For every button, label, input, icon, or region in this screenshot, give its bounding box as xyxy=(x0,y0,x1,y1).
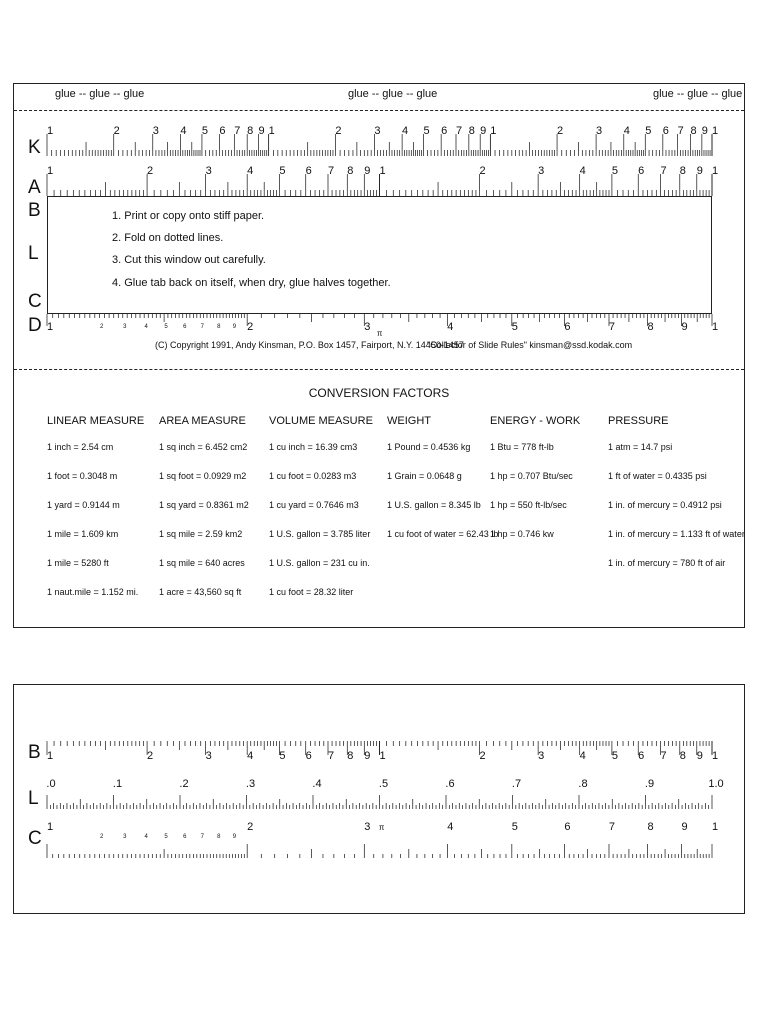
instruction-step-1: 1. Print or copy onto stiff paper. xyxy=(112,210,265,222)
tick-label: 1 xyxy=(490,125,497,137)
tick-label-small: 4 xyxy=(144,324,148,330)
tick-label: 3 xyxy=(538,165,545,177)
tick-label: 4 xyxy=(579,165,586,177)
tick-label: 7 xyxy=(608,821,616,833)
tick-label: 6 xyxy=(662,125,669,137)
tick-label: 2 xyxy=(147,750,154,762)
tick-label-small: 4 xyxy=(144,834,148,840)
tick-label: 4 xyxy=(402,125,409,137)
tick-label: 2 xyxy=(479,165,486,177)
tick-label: .3 xyxy=(245,778,256,790)
tick-label: 3 xyxy=(205,165,212,177)
tick-label: 1 xyxy=(46,321,54,333)
conversion-factors-title: CONVERSION FACTORS xyxy=(308,386,450,400)
scale-letter-c: C xyxy=(28,291,42,312)
tick-label: 7 xyxy=(327,750,335,762)
tick-label: 1 xyxy=(711,821,719,833)
tick-label: 2 xyxy=(335,125,342,137)
fold-line-bottom xyxy=(14,369,744,370)
d-scale xyxy=(46,314,719,338)
conversion-row: 1 yard = 0.9144 m xyxy=(47,500,120,510)
tick-label: 1 xyxy=(46,750,54,762)
tick-label: 6 xyxy=(305,165,312,177)
scale-letter-d: D xyxy=(28,315,42,336)
tick-label: 9 xyxy=(681,821,688,833)
scale-letter-c: C xyxy=(28,828,42,849)
tick-label-small: 8 xyxy=(217,324,221,330)
pi-mark: π xyxy=(376,329,383,338)
conversion-row: 1 cu yard = 0.7646 m3 xyxy=(269,500,359,510)
conversion-row: 1 cu foot = 28.32 liter xyxy=(269,587,354,597)
tick-label: 1 xyxy=(711,125,719,137)
tick-label: 3 xyxy=(364,321,371,333)
tick-label: .6 xyxy=(445,778,455,790)
tick-label: 5 xyxy=(611,750,618,762)
conversion-row: 1 inch = 2.54 cm xyxy=(47,442,114,452)
tick-label: 1 xyxy=(379,165,386,177)
tick-label: 8 xyxy=(347,750,354,762)
tick-label: 1 xyxy=(379,750,386,762)
tick-label: 7 xyxy=(327,165,335,177)
tick-label: 9 xyxy=(364,165,371,177)
tick-label: 8 xyxy=(679,165,686,177)
tick-label: 2 xyxy=(479,750,486,762)
tick-label-small: 9 xyxy=(232,834,237,840)
tick-label: .2 xyxy=(179,778,189,790)
conversion-row: 1 hp = 550 ft-lb/sec xyxy=(490,500,567,510)
tick-label: 5 xyxy=(611,165,618,177)
conversion-row: 1 sq inch = 6.452 cm2 xyxy=(159,442,248,452)
tick-label: 5 xyxy=(511,821,518,833)
conversion-row: 1 in. of mercury = 0.4912 psi xyxy=(608,500,722,510)
tick-label: 6 xyxy=(219,125,226,137)
tick-label: 7 xyxy=(660,165,667,177)
tick-label: 2 xyxy=(247,321,254,333)
tick-label: 7 xyxy=(234,125,241,137)
tick-label: 5 xyxy=(645,125,652,137)
tick-label: .4 xyxy=(312,778,322,790)
tick-label: 1 xyxy=(46,165,54,177)
conversion-row: 1 sq mile = 640 acres xyxy=(159,558,245,568)
tick-label: 1.0 xyxy=(708,778,724,790)
tick-label: 4 xyxy=(579,750,586,762)
collector-text: "Collector of Slide Rules" kinsman@ssd.kodak.com xyxy=(427,340,633,350)
tick-label: 5 xyxy=(279,165,286,177)
conversion-row: 1 mile = 1.609 km xyxy=(47,529,119,539)
column-header: VOLUME MEASURE xyxy=(269,415,373,427)
conversion-row: 1 U.S. gallon = 8.345 lb xyxy=(387,500,481,510)
conversion-row: 1 cu foot = 0.0283 m3 xyxy=(269,471,357,481)
tick-label: 6 xyxy=(564,321,571,333)
tick-label-small: 2 xyxy=(99,834,104,840)
conversion-row: 1 atm = 14.7 psi xyxy=(608,442,673,452)
tick-label: 9 xyxy=(364,750,371,762)
tick-label: 3 xyxy=(538,750,545,762)
c-scale xyxy=(46,818,719,858)
fold-line-top xyxy=(14,110,744,111)
tick-label: 1 xyxy=(268,125,275,137)
tick-label-small: 7 xyxy=(200,834,204,840)
tick-label: .5 xyxy=(378,778,389,790)
scale-letter-k: K xyxy=(28,137,41,158)
conversion-row: 1 cu inch = 16.39 cm3 xyxy=(269,442,358,452)
tick-label: .1 xyxy=(112,778,123,790)
conversion-row: 1 in. of mercury = 780 ft of air xyxy=(608,558,726,568)
cutout-window xyxy=(47,196,712,314)
conversion-row: 1 Pound = 0.4536 kg xyxy=(387,442,471,452)
tick-label: 1 xyxy=(711,321,719,333)
tick-label-small: 7 xyxy=(200,324,204,330)
tick-label: .7 xyxy=(511,778,522,790)
conversion-row: 1 Grain = 0.0648 g xyxy=(387,471,462,481)
tick-label-small: 3 xyxy=(123,324,127,330)
tick-label: 8 xyxy=(468,125,475,137)
tick-label: 9 xyxy=(480,125,487,137)
copyright-text: (C) Copyright 1991, Andy Kinsman, P.O. Box 1457, Fairport, N.Y. 14450-1457 xyxy=(155,340,464,350)
tick-label-small: 5 xyxy=(164,324,168,330)
tick-label: 9 xyxy=(696,165,703,177)
conversion-row: 1 U.S. gallon = 3.785 liter xyxy=(269,529,371,539)
tick-label: 8 xyxy=(647,321,654,333)
conversion-row: 1 U.S. gallon = 231 cu in. xyxy=(269,558,370,568)
tick-label: 3 xyxy=(205,750,212,762)
tick-label: 4 xyxy=(247,165,254,177)
tick-label: .0 xyxy=(46,778,56,790)
tick-label-small: 3 xyxy=(123,834,127,840)
tick-label-small: 9 xyxy=(232,324,237,330)
tick-label: 8 xyxy=(690,125,697,137)
slide-panel xyxy=(13,684,745,914)
tick-label: 5 xyxy=(279,750,286,762)
column-header: ENERGY - WORK xyxy=(490,415,581,427)
tick-label: 1 xyxy=(46,125,54,137)
tick-label: 9 xyxy=(701,125,708,137)
a-scale xyxy=(46,160,719,196)
scale-letter-a: A xyxy=(28,177,41,198)
tick-label: 8 xyxy=(679,750,686,762)
scale-letter-l: L xyxy=(28,243,39,264)
tick-label: 2 xyxy=(247,821,254,833)
tick-label: 4 xyxy=(447,321,454,333)
tick-label: 6 xyxy=(638,165,645,177)
tick-label: 6 xyxy=(638,750,645,762)
tick-label: 3 xyxy=(596,125,603,137)
conversion-row: 1 hp = 0.707 Btu/sec xyxy=(490,471,573,481)
tick-label: 8 xyxy=(647,821,654,833)
tick-label-small: 2 xyxy=(99,324,104,330)
tick-label: .8 xyxy=(578,778,588,790)
scale-letter-b: B xyxy=(28,200,41,221)
tick-label: 5 xyxy=(511,321,518,333)
conversion-row: 1 foot = 0.3048 m xyxy=(47,471,118,481)
tick-label: 8 xyxy=(247,125,254,137)
instruction-step-4: 4. Glue tab back on itself, when dry, glue halves together. xyxy=(112,277,391,289)
tick-label: 1 xyxy=(711,165,719,177)
tick-label: 5 xyxy=(423,125,430,137)
tick-label: 3 xyxy=(152,125,159,137)
conversion-row: 1 sq yard = 0.8361 m2 xyxy=(159,500,249,510)
tick-label: 4 xyxy=(447,821,454,833)
tick-label-small: 8 xyxy=(217,834,221,840)
conversion-row: 1 acre = 43,560 sq ft xyxy=(159,587,242,597)
conversion-row: 1 Btu = 778 ft-lb xyxy=(490,442,554,452)
conversion-row: 1 sq mile = 2.59 km2 xyxy=(159,529,243,539)
tick-label: 7 xyxy=(455,125,463,137)
slide-rule-body-panel xyxy=(13,83,745,628)
tick-label: 2 xyxy=(113,125,120,137)
b-scale xyxy=(46,741,719,765)
tick-label: 6 xyxy=(564,821,571,833)
conversion-row: 1 ft of water = 0.4335 psi xyxy=(608,471,707,481)
l-scale xyxy=(46,775,724,809)
tick-label: 1 xyxy=(711,750,719,762)
tick-label: 9 xyxy=(696,750,703,762)
tick-label: 1 xyxy=(46,821,54,833)
instruction-step-2: 2. Fold on dotted lines. xyxy=(112,232,224,244)
tick-label: 3 xyxy=(374,125,381,137)
column-header: PRESSURE xyxy=(608,415,669,427)
column-header: AREA MEASURE xyxy=(159,415,246,427)
tick-label: 4 xyxy=(247,750,254,762)
conversion-row: 1 in. of mercury = 1.133 ft of water xyxy=(608,529,745,539)
tick-label: 6 xyxy=(305,750,312,762)
tick-label: 8 xyxy=(347,165,354,177)
tick-label: 7 xyxy=(677,125,684,137)
column-header: WEIGHT xyxy=(387,415,431,427)
tick-label: 6 xyxy=(441,125,448,137)
tick-label: 9 xyxy=(258,125,265,137)
tick-label: 4 xyxy=(623,125,630,137)
conversion-row: 1 naut.mile = 1.152 mi. xyxy=(47,587,139,597)
tick-label: 7 xyxy=(660,750,667,762)
k-scale xyxy=(46,120,719,160)
scale-letter-l: L xyxy=(28,788,39,809)
tick-label: 2 xyxy=(556,125,564,137)
tick-label: 5 xyxy=(201,125,209,137)
instruction-step-3: 3. Cut this window out carefully. xyxy=(112,254,266,266)
conversion-row: 1 sq foot = 0.0929 m2 xyxy=(159,471,247,481)
tick-label-small: 6 xyxy=(183,324,187,330)
tick-label: 2 xyxy=(147,165,154,177)
tick-label: .9 xyxy=(644,778,655,790)
glue-label: glue -- glue -- glue xyxy=(55,88,145,100)
pi-mark: π xyxy=(378,823,385,832)
tick-label: 7 xyxy=(608,321,616,333)
glue-label: glue -- glue -- glue xyxy=(653,88,743,100)
tick-label: 3 xyxy=(364,821,371,833)
scale-letter-b: B xyxy=(28,742,41,763)
conversion-row: 1 cu foot of water = 62.43 lb xyxy=(387,529,499,539)
column-header: LINEAR MEASURE xyxy=(47,415,145,427)
tick-label-small: 6 xyxy=(183,834,187,840)
glue-label: glue -- glue -- glue xyxy=(348,88,438,100)
tick-label-small: 5 xyxy=(164,834,168,840)
tick-label: 4 xyxy=(180,125,187,137)
conversion-row: 1 hp = 0.746 kw xyxy=(490,529,554,539)
tick-label: 9 xyxy=(681,321,688,333)
conversion-row: 1 mile = 5280 ft xyxy=(47,558,109,568)
